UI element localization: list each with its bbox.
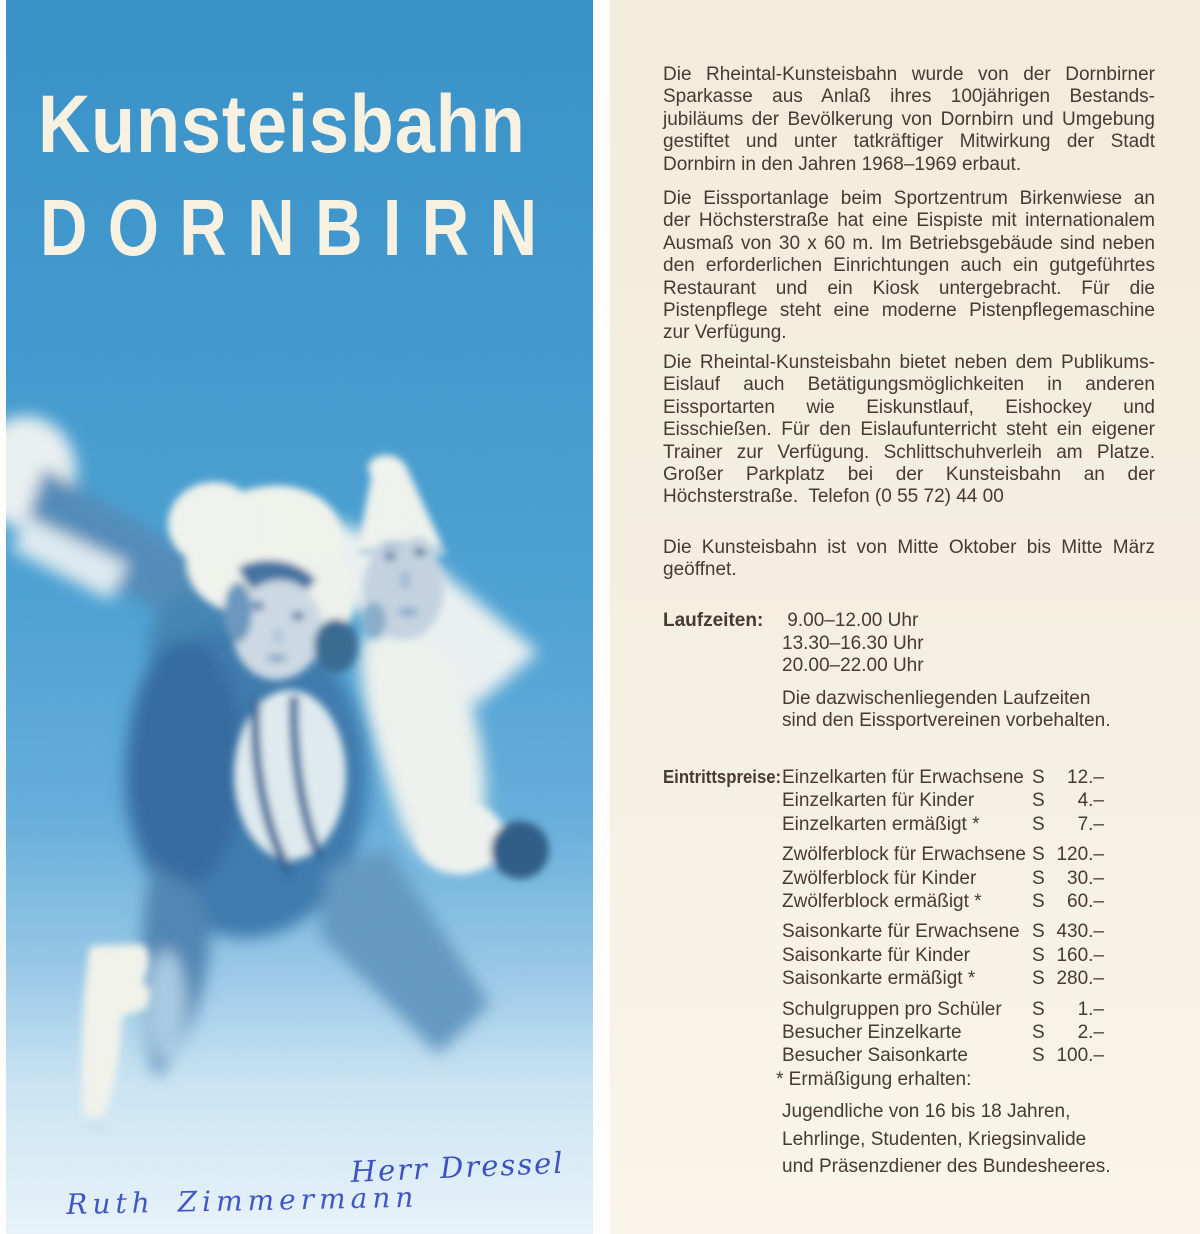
schedule-time-morning: 9.00–12.00 Uhr (782, 610, 919, 631)
price-row (782, 967, 1104, 990)
price-amount: 120.– (1056, 844, 1104, 866)
price-currency: S (1032, 921, 1045, 943)
schedule-note-line: Die dazwischenliegenden Laufzeiten (782, 687, 1091, 709)
price-item: Schulgruppen pro Schüler (782, 998, 1002, 1020)
price-amount: 12.– (1067, 767, 1104, 788)
price-amount: 2.– (1077, 1022, 1104, 1044)
price-amount: 60.– (1067, 891, 1104, 913)
footnote-line: und Präsenzdiener des Bundesheeres. (782, 1156, 1111, 1177)
price-item: Einzelkarten für Erwachsene (782, 767, 1024, 788)
brochure-front-panel (6, 0, 593, 1234)
price-row (782, 843, 1104, 866)
footnote-title: * Ermäßigung erhalten: (776, 1069, 972, 1090)
price-group-schools-visitors (782, 998, 1104, 1068)
price-row (782, 813, 1104, 836)
price-currency: S (1032, 998, 1045, 1020)
price-row (782, 1044, 1104, 1067)
price-currency: S (1032, 944, 1045, 966)
price-row (782, 890, 1104, 913)
price-item: Saisonkarte für Erwachsene (782, 921, 1020, 943)
price-currency: S (1032, 867, 1045, 889)
price-currency: S (1032, 813, 1045, 835)
price-group-single-tickets (782, 766, 1104, 836)
price-row (782, 766, 1104, 789)
price-item: Besucher Einzelkarte (782, 1022, 962, 1044)
price-amount: 7.– (1077, 813, 1104, 835)
price-item: Zwölferblock für Kinder (782, 867, 977, 889)
schedule-note (782, 688, 1110, 734)
price-amount: 430.– (1056, 921, 1104, 943)
schedule-time-afternoon: 13.30–16.30 Uhr (782, 632, 924, 654)
price-item: Einzelkarten ermäßigt * (782, 813, 980, 835)
price-amount: 1.– (1077, 998, 1104, 1020)
schedule-label: Laufzeiten: (663, 610, 764, 631)
price-currency: S (1032, 891, 1045, 913)
price-item: Saisonkarte für Kinder (782, 944, 970, 966)
price-currency: S (1032, 968, 1045, 990)
paragraph-season: Die Kunsteisbahn ist von Mitte Oktober bis Mitte März geöffnet. (663, 537, 1155, 581)
price-row (782, 998, 1104, 1021)
price-row (782, 867, 1104, 890)
price-row (782, 1021, 1104, 1044)
paragraph-activities: Die Rheintal-Kunsteisbahn bietet neben dem Publikums-Eislauf auch Betätigungsmöglichkeiten in anderen Eissportarten wie Eiskunstlauf, Eishockey und Eisschießen. Für den Eislaufunterricht steht ein eigener Trainer zur Verfügung. Schlittschuhverleih am Platze. Großer Parkplatz bei der Kunsteisbahn an der Höchsterstraße. Telefon (0 55 72) 44 00 (663, 352, 1155, 508)
price-amount: 4.– (1077, 790, 1104, 812)
paragraph-history: Die Rheintal-Kunsteisbahn wurde von der Dornbirner Sparkasse aus Anlaß ihres 100jährigen Bestandsjubiläums der Bevölkerung von Dornbirn und Umgebung gestiftet und unter tatkräftiger Mitwirkung der Stadt Dornbirn in den Jahren 1968–1969 erbaut. (663, 64, 1155, 175)
price-currency: S (1032, 767, 1045, 788)
price-amount: 100.– (1056, 1045, 1104, 1067)
price-amount: 280.– (1056, 968, 1104, 990)
footnote-line: Jugendliche von 16 bis 18 Jahren, (782, 1101, 1071, 1122)
brochure-title-line-1: Kunsteisbahn (38, 79, 526, 170)
prices-label: Eintrittspreise: (663, 767, 782, 787)
price-group-season-tickets (782, 920, 1104, 990)
price-amount: 30.– (1067, 867, 1104, 889)
schedule-time-evening: 20.00–22.00 Uhr (782, 655, 924, 676)
price-currency: S (1032, 790, 1045, 812)
schedule-times (782, 610, 1110, 733)
price-group-twelve-blocks (782, 843, 1104, 913)
price-currency: S (1032, 1022, 1045, 1044)
paragraph-facility: Die Eissportanlage beim Sportzentrum Birkenwiese an der Höchsterstraße hat eine Eispiste mit internationalem Ausmaß von 30 x 60 m. Im Betriebsgebäude sind neben den erforderlichen Einrichtungen auch ein gutgeführtes Restaurant und ein Kiosk untergebracht. Für die Pistenpflege steht eine moderne Pistenpflegemaschine zur Verfügung. (663, 188, 1155, 344)
price-table (782, 766, 1104, 1075)
price-item: Zwölferblock für Erwachsene (782, 844, 1026, 866)
brochure-info-panel (610, 0, 1200, 1234)
price-currency: S (1032, 844, 1045, 866)
price-item: Saisonkarte ermäßigt * (782, 968, 976, 990)
handwriting-ruth-zimmermann: Ruth Zimmermann (66, 1180, 419, 1221)
price-row (782, 920, 1104, 943)
price-item: Einzelkarten für Kinder (782, 790, 975, 812)
price-amount: 160.– (1056, 944, 1104, 966)
brochure-title-line-2: DORNBIRN (40, 183, 558, 272)
price-currency: S (1032, 1045, 1045, 1067)
footnote-line: Lehrlinge, Studenten, Kriegsinvalide (782, 1128, 1087, 1150)
schedule-note-line: sind den Eissportvereinen vorbehalten. (782, 710, 1111, 732)
price-item: Besucher Saisonkarte (782, 1045, 968, 1067)
price-row (782, 789, 1104, 812)
discount-footnote (776, 1066, 1162, 1181)
price-row (782, 944, 1104, 967)
price-item: Zwölferblock ermäßigt * (782, 891, 982, 913)
handwriting-herr-dressel: Herr Dressel (350, 1145, 566, 1189)
